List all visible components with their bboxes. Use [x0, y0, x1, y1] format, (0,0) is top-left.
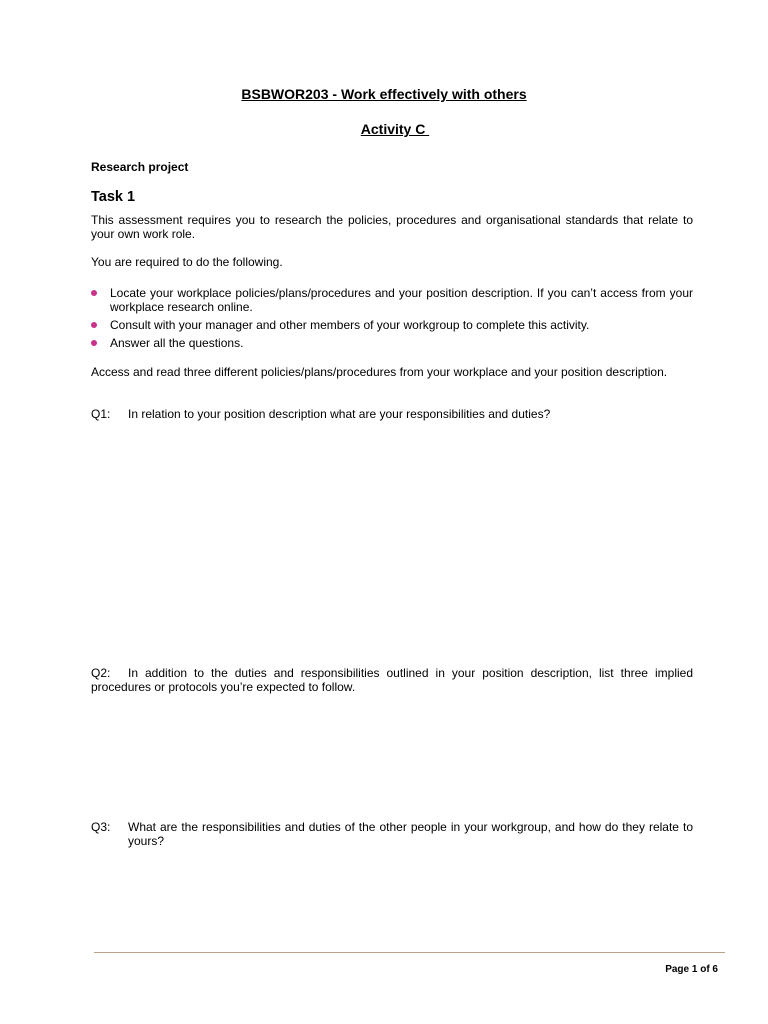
- question-1: [91, 407, 693, 421]
- question-number: Q1:: [91, 407, 111, 421]
- question-text: In relation to your position description what are your responsibilities and duties?: [128, 407, 551, 421]
- list-item-text: Answer all the questions.: [110, 336, 244, 350]
- question-text: In addition to the duties and responsibilities outlined in your position description, list three implied procedures or protocols you’re expected to follow.: [91, 666, 693, 694]
- page-number: Page 1 of 6: [665, 964, 718, 975]
- question-2: [91, 666, 693, 694]
- bullet-icon: [91, 290, 97, 296]
- bullet-icon: [91, 340, 97, 346]
- question-number: Q2:: [91, 666, 111, 680]
- document-title: BSBWOR203 - Work effectively with others: [241, 86, 527, 102]
- list-item-text: Locate your workplace policies/plans/procedures and your position description. If you can’t access from your workplace research online.: [110, 286, 693, 314]
- bullet-icon: [91, 322, 97, 328]
- activity-subtitle: Activity C: [360, 121, 430, 137]
- list-item: [91, 336, 693, 350]
- intro-paragraph: This assessment requires you to research the policies, procedures and organisational standards that relate to your own work role.: [91, 213, 693, 241]
- list-item-text: Consult with your manager and other members of your workgroup to complete this activity.: [110, 318, 590, 332]
- question-3: [91, 820, 693, 848]
- question-number: Q3:: [91, 820, 111, 834]
- question-text: What are the responsibilities and duties of the other people in your workgroup, and how do they relate to yours?: [128, 820, 693, 848]
- section-heading: Research project: [91, 160, 189, 174]
- instruction-list: [91, 286, 693, 354]
- footer-divider: [94, 952, 725, 953]
- access-paragraph: Access and read three different policies/plans/procedures from your workplace and your position description.: [91, 365, 668, 379]
- list-item: [91, 318, 693, 332]
- list-item: [91, 286, 693, 314]
- instruction-paragraph: You are required to do the following.: [91, 255, 283, 269]
- task-heading: Task 1: [91, 189, 136, 205]
